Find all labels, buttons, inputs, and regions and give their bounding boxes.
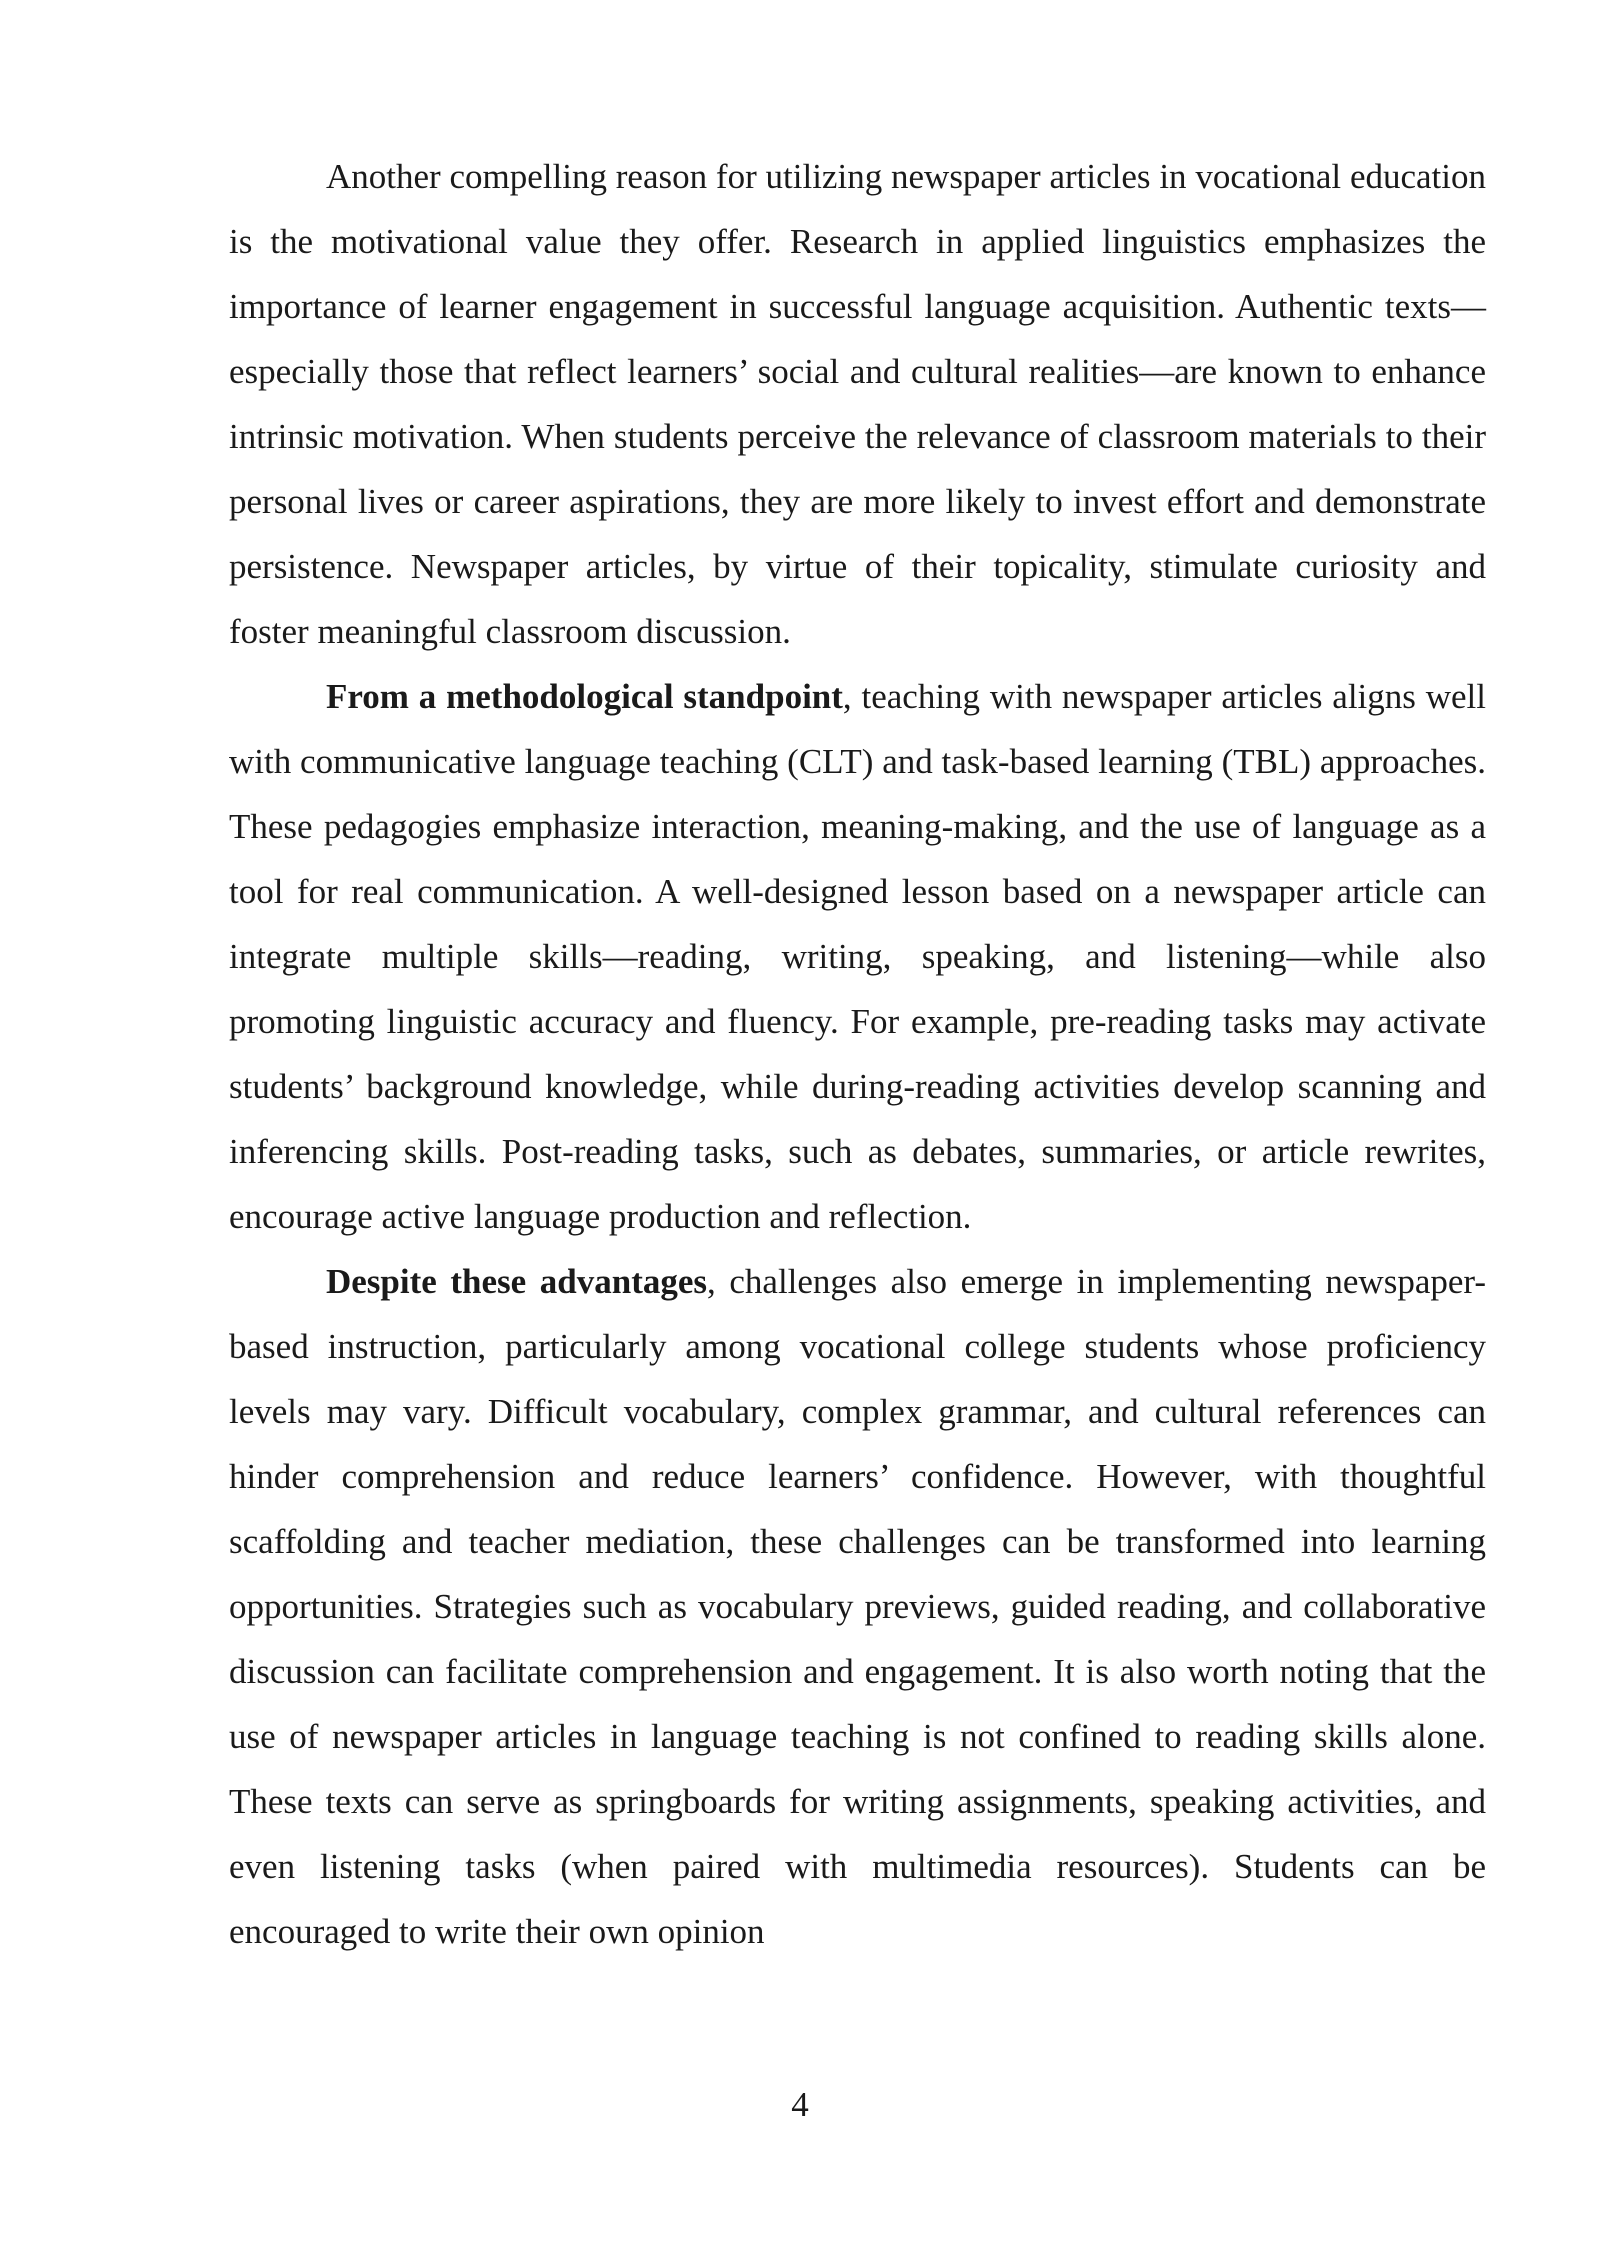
paragraph-challenges-lead: Despite these advantages bbox=[326, 1262, 708, 1301]
paragraph-methodology bbox=[229, 664, 1486, 1249]
paragraph-methodology-lead: From a methodological standpoint bbox=[326, 677, 843, 716]
paragraph-motivation-text: Another compelling reason for utilizing newspaper articles in vocational education is the motivational value they offer. Research in applied linguistics emphasizes the importance of learner engagement in successful language acquisition. Authentic texts—especially those that reflect learners’ social and cultural realities—are known to enhance intrinsic motivation. When students perceive the relevance of classroom materials to their personal lives or career aspirations, they are more likely to invest effort and demonstrate persistence. Newspaper articles, by virtue of their topicality, stimulate curiosity and foster meaningful classroom discussion. bbox=[229, 157, 1486, 651]
paragraph-motivation bbox=[229, 144, 1486, 664]
document-body bbox=[229, 144, 1486, 1964]
paragraph-challenges bbox=[229, 1249, 1486, 1964]
paragraph-challenges-text: , challenges also emerge in implementing newspaper-based instruction, particularly among vocational college students whose proficiency levels may vary. Difficult vocabulary, complex grammar, and cultural references can hinder comprehension and reduce learners’ confidence. However, with thoughtful scaffolding and teacher mediation, these challenges can be transformed into learning opportunities. Strategies such as vocabulary previews, guided reading, and collaborative discussion can facilitate comprehension and engagement. It is also worth noting that the use of newspaper articles in language teaching is not confined to reading skills alone. These texts can serve as springboards for writing assignments, speaking activities, and even listening tasks (when paired with multimedia resources). Students can be encouraged to write their own opinion bbox=[229, 1262, 1486, 1951]
page-number: 4 bbox=[791, 2085, 809, 2124]
paragraph-methodology-text: , teaching with newspaper articles aligns well with communicative language teaching (CLT) and task-based learning (TBL) approaches. These pedagogies emphasize interaction, meaning-making, and the use of language as a tool for real communication. A well-designed lesson based on a newspaper article can integrate multiple skills—reading, writing, speaking, and listening—while also promoting linguistic accuracy and fluency. For example, pre-reading tasks may activate students’ background knowledge, while during-reading activities develop scanning and inferencing skills. Post-reading tasks, such as debates, summaries, or article rewrites, encourage active language production and reflection. bbox=[229, 677, 1486, 1236]
